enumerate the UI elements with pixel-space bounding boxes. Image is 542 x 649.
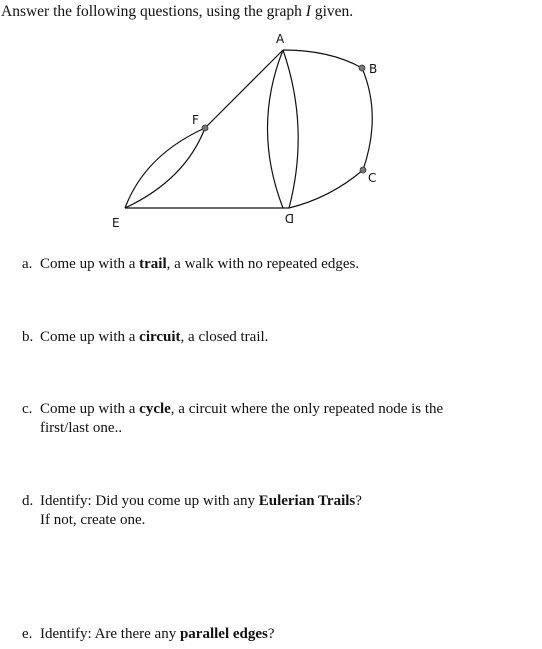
question-e-letter: e. xyxy=(22,626,33,642)
edge-a-d-right xyxy=(283,50,298,208)
question-c-term: cycle xyxy=(139,401,171,417)
node-label-e: E xyxy=(112,216,120,230)
edge-e-f-upper xyxy=(125,128,205,208)
node-label-a: A xyxy=(276,32,285,46)
question-e xyxy=(22,625,275,644)
node-c-dot xyxy=(360,167,366,173)
graph-variable: I xyxy=(305,3,311,20)
node-label-d: D xyxy=(284,211,294,225)
question-d-line2: If not, create one. xyxy=(40,512,146,528)
intro-post: given. xyxy=(310,3,354,20)
question-d xyxy=(22,492,362,530)
node-label-b: B xyxy=(369,62,378,76)
question-c-letter: c. xyxy=(22,401,33,417)
node-f-dot xyxy=(202,125,208,131)
question-b-term: circuit xyxy=(139,329,181,345)
intro-pre: Answer the following questions, using the graph xyxy=(1,3,306,20)
edge-a-d-left xyxy=(268,50,284,208)
question-a xyxy=(22,255,359,274)
question-e-post: ? xyxy=(267,626,275,642)
node-label-f: F xyxy=(192,113,199,127)
question-c-pre: Come up with a xyxy=(40,401,140,417)
edge-c-d xyxy=(289,170,363,208)
edge-e-f-lower xyxy=(125,128,205,208)
question-b xyxy=(22,328,268,347)
edge-b-c xyxy=(362,68,372,170)
question-a-letter: a. xyxy=(22,256,33,272)
question-b-letter: b. xyxy=(22,329,34,345)
question-d-post: ? xyxy=(355,493,362,509)
question-c-line2: first/last one.. xyxy=(40,420,123,436)
question-d-letter: d. xyxy=(22,493,34,509)
question-c-post: , a circuit where the only repeated node is the xyxy=(170,401,444,417)
question-e-term: parallel edges xyxy=(179,626,268,642)
node-label-c: C xyxy=(368,171,377,185)
question-e-pre: Identify: Are there any xyxy=(40,626,180,642)
question-d-term: Eulerian Trails xyxy=(258,493,356,509)
question-a-pre: Come up with a xyxy=(40,256,140,272)
question-b-post: , a closed trail. xyxy=(180,329,269,345)
edge-a-b xyxy=(283,50,362,68)
question-a-term: trail xyxy=(139,256,167,272)
question-d-pre: Identify: Did you come up with any xyxy=(40,493,259,509)
node-b-dot xyxy=(359,65,365,71)
question-b-pre: Come up with a xyxy=(40,329,140,345)
graph-diagram xyxy=(0,0,542,240)
question-c xyxy=(22,400,443,438)
question-a-post: , a walk with no repeated edges. xyxy=(166,256,360,272)
